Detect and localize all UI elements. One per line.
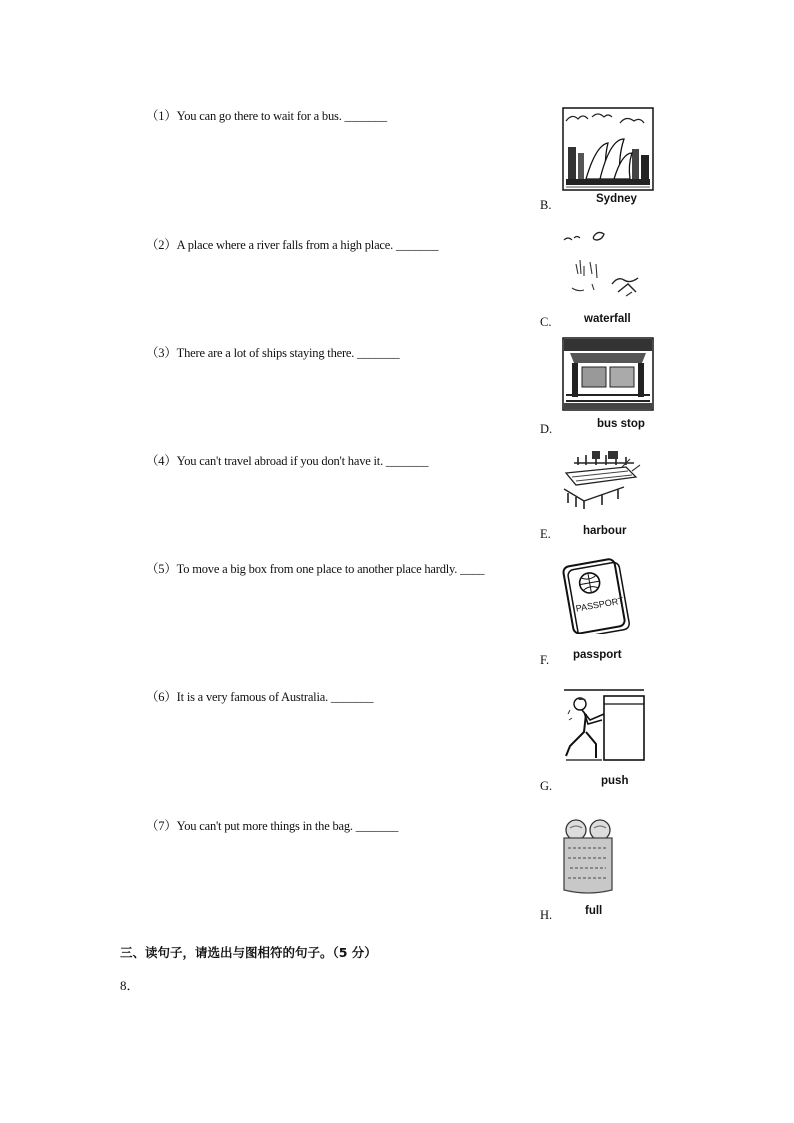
option-g-caption: push xyxy=(601,775,629,787)
question-6-text: It is a very famous of Australia. _______ xyxy=(176,690,374,704)
option-f-caption: passport xyxy=(573,649,622,661)
passport-icon xyxy=(562,556,654,634)
option-f-letter: F. xyxy=(540,653,550,667)
push-box-icon xyxy=(562,688,654,764)
question-4-text: You can't travel abroad if you don't have it. _______ xyxy=(176,454,429,468)
option-e-letter: E. xyxy=(540,527,551,541)
question-4 xyxy=(146,451,428,469)
question-8-number: 8． xyxy=(120,978,140,993)
sydney-opera-house-icon xyxy=(562,107,654,191)
question-2 xyxy=(146,235,438,253)
waterfall-icon xyxy=(562,226,654,306)
question-1-number: （1） xyxy=(146,109,177,123)
question-3 xyxy=(146,343,399,361)
full-bag-icon xyxy=(562,818,654,898)
question-5-text: To move a big box from one place to another place hardly. ____ xyxy=(176,562,485,576)
option-e-caption: harbour xyxy=(583,525,627,537)
question-3-text: There are a lot of ships staying there. _______ xyxy=(176,346,400,360)
harbour-icon xyxy=(562,447,654,517)
question-6 xyxy=(146,687,373,705)
question-3-number: （3） xyxy=(146,346,177,360)
question-7-number: （7） xyxy=(146,819,177,833)
option-c-letter: C. xyxy=(540,315,552,329)
option-b-caption: Sydney xyxy=(596,193,637,205)
question-1 xyxy=(146,106,387,124)
question-4-number: （4） xyxy=(146,454,177,468)
section-title: 三、读句子，请选出与图相符的句子。（5 分） xyxy=(120,945,377,960)
option-d-letter: D. xyxy=(540,422,553,436)
question-2-text: A place where a river falls from a high place. _______ xyxy=(176,238,439,252)
option-h-caption: full xyxy=(585,905,603,917)
bus-stop-icon xyxy=(562,337,654,411)
question-2-number: （2） xyxy=(146,238,177,252)
question-7 xyxy=(146,816,398,834)
option-h-letter: H. xyxy=(540,908,553,922)
option-g-letter: G. xyxy=(540,779,553,793)
option-c-caption: waterfall xyxy=(584,313,631,325)
question-7-text: You can't put more things in the bag. _______ xyxy=(176,819,399,833)
question-5 xyxy=(146,559,484,577)
option-b-letter: B. xyxy=(540,198,552,212)
question-5-number: （5） xyxy=(146,562,177,576)
option-d-caption: bus stop xyxy=(597,418,645,430)
svg-text:PASSPORT: PASSPORT xyxy=(575,595,625,614)
question-6-number: （6） xyxy=(146,690,177,704)
question-1-text: You can go there to wait for a bus. _______ xyxy=(176,109,387,123)
